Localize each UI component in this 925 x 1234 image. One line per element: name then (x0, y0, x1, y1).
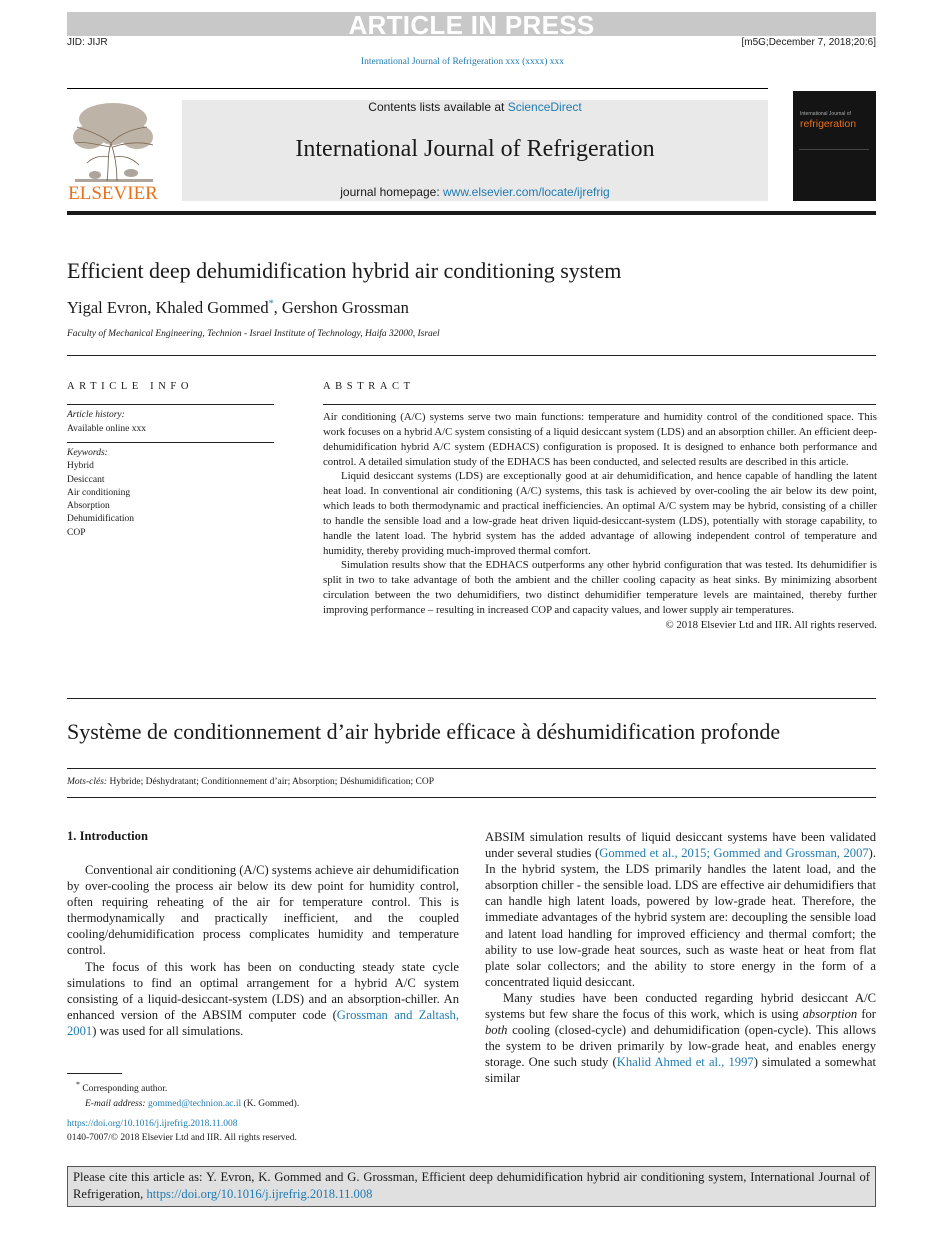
mots-cles-values: Hybride; Déshydratant; Conditionnement d’air; Absorption; Déshumidification; COP (109, 777, 435, 787)
elsevier-tree-icon (67, 97, 160, 203)
elsevier-wordmark: ELSEVIER (68, 183, 158, 203)
divider (67, 698, 876, 699)
body-paragraph: ABSIM simulation results of liquid desiccant systems have been validated under several studies (Gommed et al., 2015; Gommed and Grossman, 2007). In the hybrid system, the LDS primarily handles the latent load, and the absorption chiller - the sensible load. LDS are effective air dehumidifiers that can handle high latent loads, powered by low-grade heat. Therefore, the immediate advantages of the hybrid system are: decoupling the sensible load and latent load handling for improved efficiency and thermal comfort; the ability to use low-grade heat sources, such as waste heat or heat from flat plate solar collectors; and the ability to store energy in the form of a concentrated liquid desiccant. (485, 830, 877, 989)
body-paragraph: The focus of this work has been on conducting steady state cycle simulations to find an optimal arrangement for a hybrid A/C system consisting of a liquid-desiccant-system (LDS) and an absorption-chiller. An enhanced version of the ABSIM computer code (Grossman and Zaltash, 2001) was used for all simulations. (67, 959, 459, 1038)
divider (67, 797, 876, 798)
divider (323, 404, 876, 405)
doi-link[interactable]: https://doi.org/10.1016/j.ijrefrig.2018.11.008 (67, 1119, 238, 1129)
footnote-mark: * (76, 1080, 80, 1089)
homepage-link[interactable]: www.elsevier.com/locate/ijrefrig (443, 185, 610, 199)
elsevier-logo[interactable] (67, 97, 160, 203)
corresponding-author-mark[interactable]: * (268, 298, 274, 310)
abstract-body (323, 410, 877, 633)
journal-reference-link[interactable]: International Journal of Refrigeration xxx (xxxx) xxx (360, 57, 565, 67)
citation-link[interactable]: Grossman and Zaltash, 2001 (67, 1007, 459, 1038)
keyword: Desiccant (67, 474, 105, 485)
body-column-right (485, 829, 876, 1087)
keyword: Hybrid (67, 461, 94, 472)
divider (67, 355, 876, 356)
citation-text: Please cite this article as: Y. Evron, K. Gommed and G. Grossman, Efficient deep dehumidification hybrid air conditioning system, International Journal of Refrigeration, https://doi.org/10.1016/j.ijrefrig.2018.11.008 (73, 1170, 870, 1201)
article-history: Article history: Available online xxx (67, 409, 146, 436)
abstract-paragraph: Simulation results show that the EDHACS outperforms any other hybrid configuration that was tested. Its dehumidifier is split in two to take advantage of both the ambient and the chiller cooling capacity as heat sinks. By minimizing absorbent circulation between the two dehumidifiers, two distinct dehumidifier temperature levels are maintained, thereby further improving performance – resulting in increased COP and capacity values, and lower supply air temperatures. (323, 559, 877, 616)
author-list: Yigal Evron, Khaled Gommed*, Gershon Grossman (67, 298, 409, 317)
issn-line: 0140-7007/© 2018 Elsevier Ltd and IIR. All rights reserved. (67, 1133, 297, 1143)
section-heading-introduction: 1. Introduction (67, 829, 148, 843)
body-column-left (67, 862, 459, 1039)
article-info-heading: ARTICLE INFO (67, 381, 194, 392)
abstract-paragraph: Air conditioning (A/C) systems serve two main functions: temperature and humidity control of the conditioned space. This work focuses on a hybrid A/C system consisting of a liquid desiccant system (LDS) and an absorption chiller. An efficient deep-dehumidification hybrid A/C system (EDHACS) configuration is proposed. It is designed to enhance both performance and control. A detailed simulation study of the EDHACS has been conducted, and selected results are described in this article. (323, 411, 877, 468)
journal-cover-image[interactable] (793, 91, 876, 201)
email-link[interactable]: gommed@technion.ac.il (147, 1098, 242, 1109)
journal-id: JID: JIJR (67, 37, 108, 48)
keywords-list (67, 447, 134, 540)
header-top-rule (67, 88, 768, 89)
history-value: Available online xxx (67, 423, 146, 434)
author-evron[interactable]: Yigal Evron (67, 298, 148, 317)
citation-link[interactable]: Gommed et al., 2015; Gommed and Grossman, 2007 (599, 846, 869, 861)
header-bottom-rule (67, 211, 876, 215)
citation-doi-link[interactable]: https://doi.org/10.1016/j.ijrefrig.2018.11.008 (146, 1186, 373, 1201)
footnote: * Corresponding author. E-mail address: gommed@technion.ac.il (K. Gommed). (76, 1080, 300, 1109)
cover-divider (799, 149, 869, 150)
keyword: COP (67, 527, 86, 538)
french-title: Système de conditionnement d’air hybride efficace à déshumidification profonde (67, 719, 781, 744)
sciencedirect-link[interactable]: ScienceDirect (507, 100, 582, 114)
divider (67, 442, 274, 443)
cover-title: refrigeration (800, 118, 857, 130)
abstract-copyright: © 2018 Elsevier Ltd and IIR. All rights reserved. (665, 618, 877, 631)
article-in-press-banner: ARTICLE IN PRESS (67, 12, 876, 36)
contents-line: Contents lists available at ScienceDirect (368, 100, 582, 114)
journal-homepage-line: journal homepage: www.elsevier.com/locate/ijrefrig (340, 185, 610, 199)
keyword: Air conditioning (67, 487, 131, 498)
affiliation: Faculty of Mechanical Engineering, Technion - Israel Institute of Technology, Haifa 32000, Israel (67, 329, 440, 339)
footnote-rule (67, 1073, 122, 1074)
abstract-paragraph: Liquid desiccant systems (LDS) are exceptionally good at air dehumidification, and hence capable of handling the latent heat load. In conventional air conditioning (A/C) systems, this task is achieved by over-cooling the air below its dew point, which leads to both thermodynamic and practical inefficiencies. An optimal A/C system may be hybrid, consisting of a chiller to handle the sensible load and a low-grade heat driven liquid-desiccant-system (LDS), potentially with storage capability, to handle the latent load. The hybrid system has the added advantage of allowing independent control of temperature and humidity, thereby providing much-improved thermal comfort. (323, 470, 877, 557)
body-paragraph: Many studies have been conducted regarding hybrid desiccant A/C systems but few share the focus of this work, which is using absorption for both cooling (closed-cycle) and dehumidification (open-cycle). This allows the system to be driven primarily by low-grade heat, and enables energy storage. One such study (Khalid Ahmed et al., 1997) simulated a somewhat similar (485, 990, 876, 1086)
abstract-heading: ABSTRACT (323, 381, 415, 392)
journal-title: International Journal of Refrigeration (295, 136, 655, 162)
divider (67, 404, 274, 405)
keyword: Absorption (67, 501, 110, 512)
build-meta: [m5G;December 7, 2018;20:6] (741, 37, 876, 48)
keywords-label: Keywords: (67, 448, 108, 458)
author-gommed[interactable]: Khaled Gommed (155, 298, 269, 317)
keyword: Dehumidification (67, 514, 135, 525)
body-paragraph: Conventional air conditioning (A/C) systems achieve air dehumidification by over-cooling the process air below its dew point for humidity control, often requiring reheating of the air for temperature control. This is thermodynamically and practically inefficient, and the coupled cooling/dehumidification process complicates humidity and temperature control. (67, 863, 459, 958)
mots-cles: Mots-clés: Hybride; Déshydratant; Conditionnement d’air; Absorption; Déshumidification; COP (67, 777, 435, 787)
article-title: Efficient deep dehumidification hybrid air conditioning system (67, 258, 622, 283)
author-grossman[interactable]: Gershon Grossman (281, 298, 409, 317)
divider (67, 768, 876, 769)
citation-link[interactable]: Khalid Ahmed et al., 1997 (616, 1055, 754, 1070)
cover-subtitle: International Journal of (800, 111, 851, 117)
